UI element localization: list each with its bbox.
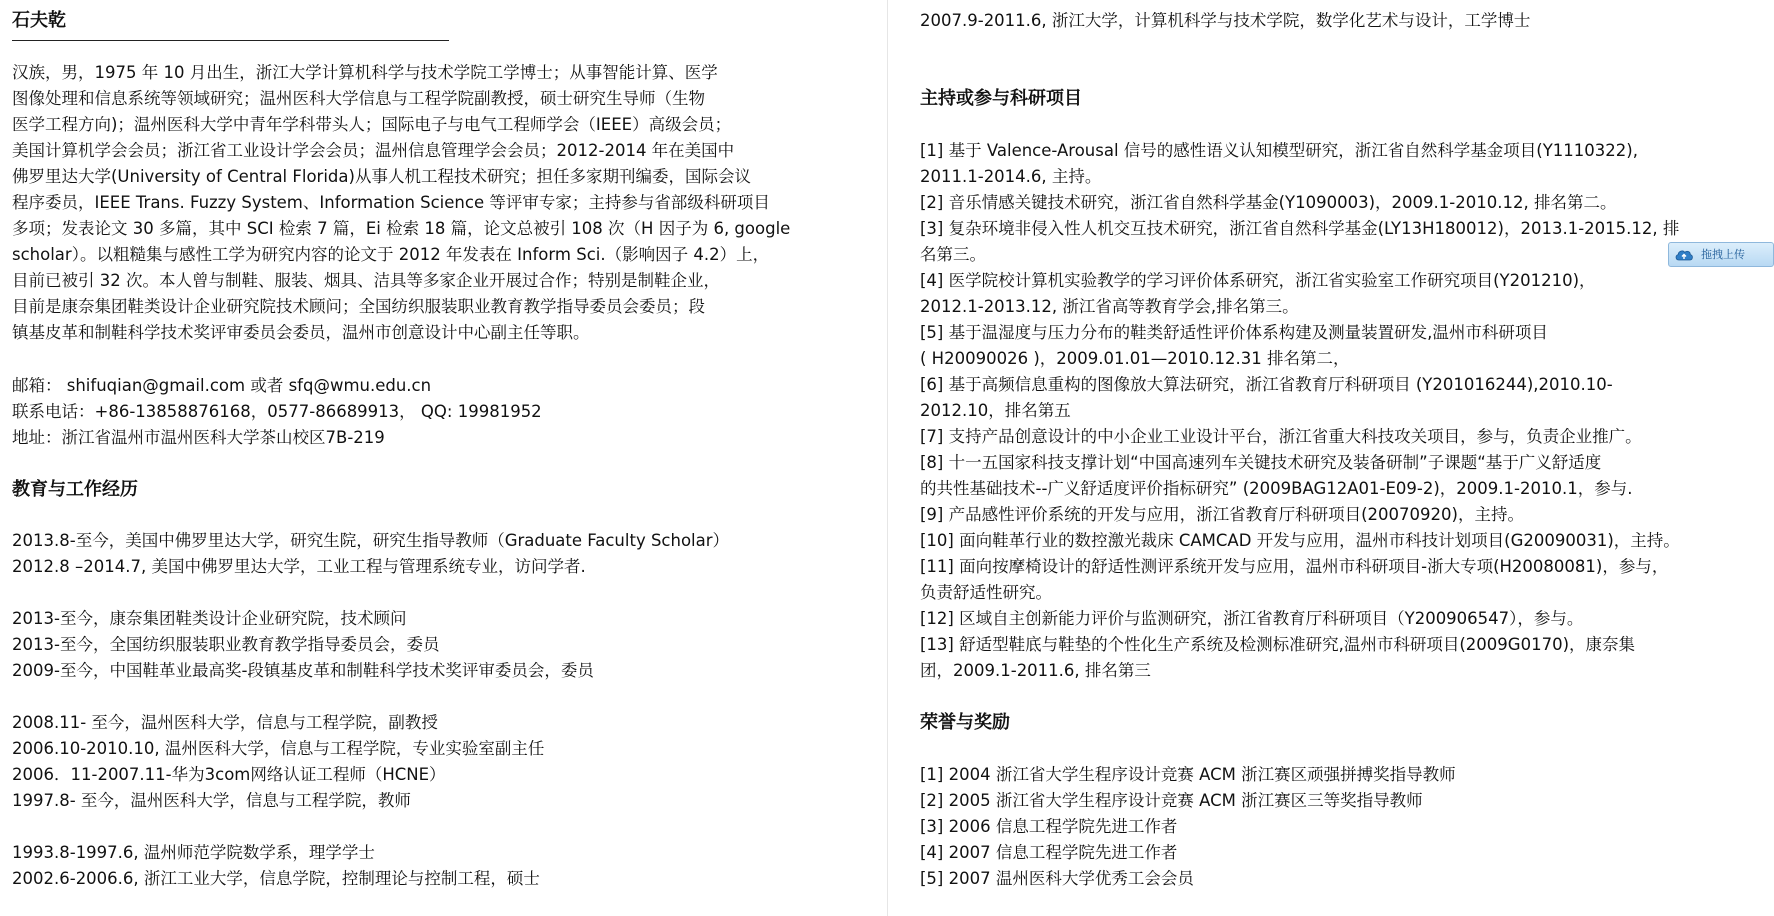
project-line: 2012.10，排名第五 (920, 401, 1071, 420)
awards-heading: 荣誉与奖励 (920, 712, 1010, 733)
award-line: [1] 2004 浙江省大学生程序设计竞赛 ACM 浙江赛区顽强拼搏奖指导教师 (920, 765, 1456, 784)
project-line: [6] 基于高频信息重构的图像放大算法研究，浙江省教育厅科研项目 (Y201016244),2010.10- (920, 375, 1613, 394)
education-item-phd: 2007.9-2011.6, 浙江大学，计算机科学与技术学院，数学化艺术与设计，工学博士 (920, 11, 1531, 30)
education-item: 2006．11-2007.11-华为3com网络认证工程师（HCNE） (12, 765, 446, 784)
project-line: 团，2009.1-2011.6, 排名第三 (920, 661, 1151, 680)
contact-phone: 联系电话：+86-13858876168，0577-86689913， QQ: 19981952 (12, 402, 542, 421)
bio-paragraph (12, 60, 848, 346)
education-item: 1993.8-1997.6, 温州师范学院数学系，理学学士 (12, 843, 375, 862)
projects-heading: 主持或参与科研项目 (920, 88, 1082, 109)
contact-block (12, 373, 542, 451)
bio-line: 镇基皮革和制鞋科学技术奖评审委员会委员，温州市创意设计中心副主任等职。 (12, 323, 590, 342)
column-divider (887, 0, 888, 916)
project-line: [11] 面向按摩椅设计的舒适性测评系统开发与应用，温州市科研项目-浙大专项(H20080081)，参与， (920, 557, 1669, 576)
bio-line: scholar）。以粗糙集与感性工学为研究内容的论文于 2012 年发表在 Inform Sci.（影响因子 4.2）上， (12, 245, 770, 264)
award-line: [3] 2006 信息工程学院先进工作者 (920, 817, 1178, 836)
project-line: [9] 产品感性评价系统的开发与应用，浙江省教育厅科研项目(20070920)，主持。 (920, 505, 1524, 524)
project-line: 名第三。 (920, 245, 986, 264)
project-line: 2011.1-2014.6, 主持。 (920, 167, 1102, 186)
education-group (12, 528, 729, 580)
project-line: [10] 面向鞋革行业的数控激光裁床 CAMCAD 开发与应用，温州市科技计划项目(G20090031)，主持。 (920, 531, 1680, 550)
projects-list (920, 138, 1680, 684)
education-item: 2012.8 –2014.7, 美国中佛罗里达大学，工业工程与管理系统专业，访问学者. (12, 557, 586, 576)
project-line: [8] 十一五国家科技支撑计划“中国高速列车关键技术研究及装备研制”子课题“基于广义舒适度 (920, 453, 1602, 472)
education-item: 2006.10-2010.10, 温州医科大学，信息与工程学院，专业实验室副主任 (12, 739, 545, 758)
education-item: 2013-至今，康奈集团鞋类设计企业研究院，技术顾问 (12, 609, 407, 628)
drag-upload-label: 拖拽上传 (1701, 248, 1745, 261)
education-item: 2008.11- 至今，温州医科大学，信息与工程学院，副教授 (12, 713, 438, 732)
bio-line: 佛罗里达大学(University of Central Florida)从事人机工程技术研究；担任多家期刊编委，国际会议 (12, 167, 751, 186)
project-line: [13] 舒适型鞋底与鞋垫的个性化生产系统及检测标准研究,温州市科研项目(2009G0170)，康奈集 (920, 635, 1636, 654)
bio-line: 医学工程方向)；温州医科大学中青年学科带头人；国际电子与电气工程师学会（IEEE）高级会员； (12, 115, 732, 134)
awards-list (920, 762, 1456, 892)
project-line: [3] 复杂环境非侵入性人机交互技术研究，浙江省自然科学基金(LY13H180012)，2013.1-2015.12, 排 (920, 219, 1680, 238)
education-item: 1997.8- 至今，温州医科大学，信息与工程学院，教师 (12, 791, 411, 810)
contact-address: 地址：浙江省温州市温州医科大学茶山校区7B-219 (12, 428, 385, 447)
bio-line: 程序委员，IEEE Trans. Fuzzy System、Information Science 等评审专家；主持参与省部级科研项目 (12, 193, 770, 212)
bio-line: 汉族，男，1975 年 10 月出生，浙江大学计算机科学与技术学院工学博士；从事智能计算、医学 (12, 63, 718, 82)
project-line: [1] 基于 Valence-Arousal 信号的感性语义认知模型研究，浙江省自然科学基金项目(Y1110322), (920, 141, 1638, 160)
award-line: [4] 2007 信息工程学院先进工作者 (920, 843, 1178, 862)
bio-line: 美国计算机学会会员；浙江省工业设计学会会员；温州信息管理学会会员；2012-2014 年在美国中 (12, 141, 735, 160)
education-group (12, 840, 540, 892)
award-line: [2] 2005 浙江省大学生程序设计竞赛 ACM 浙江赛区三等奖指导教师 (920, 791, 1423, 810)
education-item: 2009-至今，中国鞋革业最高奖-段镇基皮革和制鞋科学技术奖评审委员会，委员 (12, 661, 594, 680)
project-line: [5] 基于温湿度与压力分布的鞋类舒适性评价体系构建及测量装置研发,温州市科研项目 (920, 323, 1548, 342)
bio-line: 图像处理和信息系统等领域研究；温州医科大学信息与工程学院副教授，硕士研究生导师（生物 (12, 89, 705, 108)
bio-line: 目前是康奈集团鞋类设计企业研究院技术顾问；全国纺织服装职业教育教学指导委员会委员；段 (12, 297, 705, 316)
project-line: [2] 音乐情感关键技术研究，浙江省自然科学基金(Y1090003)，2009.1-2010.12, 排名第二。 (920, 193, 1617, 212)
cloud-upload-icon (1674, 246, 1694, 263)
education-group (12, 710, 544, 814)
project-line: 2012.1-2013.12, 浙江省高等教育学会,排名第三。 (920, 297, 1299, 316)
education-item: 2013.8-至今，美国中佛罗里达大学，研究生院，研究生指导教师（Graduate Faculty Scholar） (12, 531, 730, 550)
bio-line: 多项；发表论文 30 多篇，其中 SCI 检索 7 篇，Ei 检索 18 篇，论文总被引 108 次（H 因子为 6, google (12, 219, 791, 238)
award-line: [5] 2007 温州医科大学优秀工会会员 (920, 869, 1194, 888)
project-line: 负责舒适性研究。 (920, 583, 1052, 602)
education-item: 2013-至今，全国纺织服装职业教育教学指导委员会，委员 (12, 635, 440, 654)
bio-line: 目前已被引 32 次。本人曾与制鞋、服装、烟具、洁具等多家企业开展过合作；特别是制鞋企业， (12, 271, 720, 290)
project-line: [7] 支持产品创意设计的中小企业工业设计平台，浙江省重大科技攻关项目，参与，负责企业推广。 (920, 427, 1642, 446)
education-heading: 教育与工作经历 (12, 479, 138, 500)
project-line: 的共性基础技术--广义舒适度评价指标研究” (2009BAG12A01-E09-2)，2009.1-2010.1，参与. (920, 479, 1633, 498)
name-underline (12, 40, 449, 41)
person-name: 石夫乾 (12, 10, 66, 31)
project-line: [12] 区域自主创新能力评价与监测研究，浙江省教育厅科研项目（Y200906547），参与。 (920, 609, 1584, 628)
project-line: ( H20090026 )，2009.01.01—2010.12.31 排名第二， (920, 349, 1350, 368)
drag-upload-button[interactable] (1668, 242, 1774, 267)
project-line: [4] 医学院校计算机实验教学的学习评价体系研究，浙江省实验室工作研究项目(Y201210)， (920, 271, 1596, 290)
education-group (12, 606, 594, 684)
education-item: 2002.6-2006.6, 浙江工业大学，信息学院，控制理论与控制工程，硕士 (12, 869, 540, 888)
contact-email: 邮箱： shifuqian@gmail.com 或者 sfq@wmu.edu.cn (12, 376, 432, 395)
